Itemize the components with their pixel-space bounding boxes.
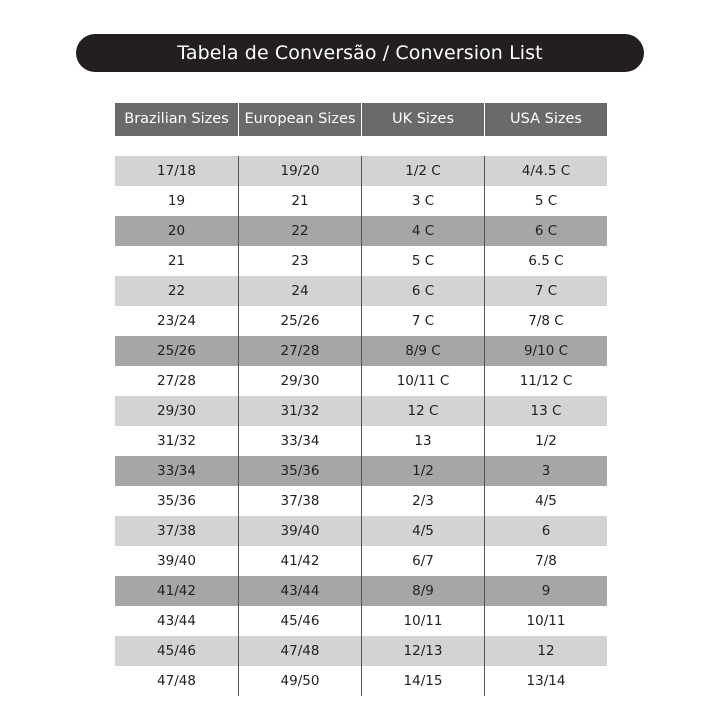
table-row: [115, 156, 607, 186]
cell-usa: 6: [484, 516, 607, 546]
table-body: [115, 156, 607, 696]
cell-european: 31/32: [238, 396, 361, 426]
cell-brazilian: 17/18: [157, 163, 196, 179]
cell-usa: 12: [484, 636, 607, 666]
cell-usa: 6.5 C: [484, 246, 607, 276]
cell-uk: 2/3: [361, 486, 484, 516]
cell-usa: 6 C: [484, 216, 607, 246]
table-header: [115, 103, 607, 136]
cell-uk: 10/11: [361, 606, 484, 636]
cell-uk: 3 C: [361, 186, 484, 216]
header-european-sizes: European Sizes: [238, 103, 361, 136]
cell-usa: 9/10 C: [484, 336, 607, 366]
cell-usa: 3: [484, 456, 607, 486]
cell-usa: 11/12 C: [484, 366, 607, 396]
cell-uk: 5 C: [361, 246, 484, 276]
cell-brazilian: 19: [167, 193, 186, 209]
cell-uk: 1/2: [361, 456, 484, 486]
cell-usa: 7/8 C: [484, 306, 607, 336]
cell-uk: 8/9 C: [361, 336, 484, 366]
table-row: [115, 456, 607, 486]
cell-european: 29/30: [238, 366, 361, 396]
header-spacer: [115, 136, 607, 156]
cell-brazilian: 25/26: [157, 343, 196, 359]
cell-brazilian: 27/28: [157, 373, 196, 389]
header-usa-sizes: USA Sizes: [484, 103, 607, 136]
cell-european: 21: [238, 186, 361, 216]
cell-european: 39/40: [238, 516, 361, 546]
cell-brazilian: 37/38: [157, 523, 196, 539]
cell-uk: 4/5: [361, 516, 484, 546]
cell-uk: 8/9: [361, 576, 484, 606]
conversion-table: [115, 103, 607, 696]
cell-brazilian: 39/40: [157, 553, 196, 569]
table-row: [115, 336, 607, 366]
cell-usa: 10/11: [484, 606, 607, 636]
table-row: [115, 546, 607, 576]
cell-european: 33/34: [238, 426, 361, 456]
cell-uk: 12 C: [361, 396, 484, 426]
cell-usa: 7/8: [484, 546, 607, 576]
table-row: [115, 276, 607, 306]
cell-brazilian: 47/48: [157, 673, 196, 689]
cell-european: 37/38: [238, 486, 361, 516]
table-row: [115, 606, 607, 636]
cell-european: 47/48: [238, 636, 361, 666]
cell-usa: 7 C: [484, 276, 607, 306]
cell-brazilian: 22: [167, 283, 186, 299]
cell-uk: 12/13: [361, 636, 484, 666]
cell-brazilian: 29/30: [157, 403, 196, 419]
cell-european: 27/28: [238, 336, 361, 366]
table-row: [115, 576, 607, 606]
table-row: [115, 486, 607, 516]
table-row: [115, 306, 607, 336]
cell-european: 45/46: [238, 606, 361, 636]
cell-usa: 13/14: [484, 666, 607, 696]
table-row: [115, 366, 607, 396]
table-row: [115, 636, 607, 666]
cell-brazilian: 41/42: [157, 583, 196, 599]
cell-brazilian: 33/34: [157, 463, 196, 479]
cell-uk: 14/15: [361, 666, 484, 696]
cell-brazilian: 43/44: [157, 613, 196, 629]
cell-usa: 1/2: [484, 426, 607, 456]
page-title: Tabela de Conversão / Conversion List: [76, 34, 644, 72]
cell-brazilian: 23/24: [157, 313, 196, 329]
table-row: [115, 516, 607, 546]
cell-uk: 13: [361, 426, 484, 456]
cell-brazilian: 35/36: [157, 493, 196, 509]
cell-european: 35/36: [238, 456, 361, 486]
cell-uk: 6/7: [361, 546, 484, 576]
cell-usa: 13 C: [484, 396, 607, 426]
cell-uk: 7 C: [361, 306, 484, 336]
table-row: [115, 216, 607, 246]
cell-usa: 4/5: [484, 486, 607, 516]
cell-brazilian: 21: [167, 253, 186, 269]
table-row: [115, 666, 607, 696]
cell-european: 23: [238, 246, 361, 276]
cell-usa: 4/4.5 C: [484, 156, 607, 186]
cell-european: 19/20: [238, 156, 361, 186]
cell-uk: 10/11 C: [361, 366, 484, 396]
cell-european: 24: [238, 276, 361, 306]
table-row: [115, 246, 607, 276]
cell-european: 41/42: [238, 546, 361, 576]
cell-european: 22: [238, 216, 361, 246]
header-brazilian-sizes: Brazilian Sizes: [124, 111, 229, 127]
cell-brazilian: 45/46: [157, 643, 196, 659]
cell-brazilian: 31/32: [157, 433, 196, 449]
cell-uk: 4 C: [361, 216, 484, 246]
cell-european: 25/26: [238, 306, 361, 336]
cell-uk: 1/2 C: [361, 156, 484, 186]
cell-european: 43/44: [238, 576, 361, 606]
cell-european: 49/50: [238, 666, 361, 696]
header-uk-sizes: UK Sizes: [361, 103, 484, 136]
cell-usa: 9: [484, 576, 607, 606]
table-row: [115, 426, 607, 456]
cell-usa: 5 C: [484, 186, 607, 216]
cell-brazilian: 20: [167, 223, 186, 239]
table-row: [115, 186, 607, 216]
cell-uk: 6 C: [361, 276, 484, 306]
table-row: [115, 396, 607, 426]
